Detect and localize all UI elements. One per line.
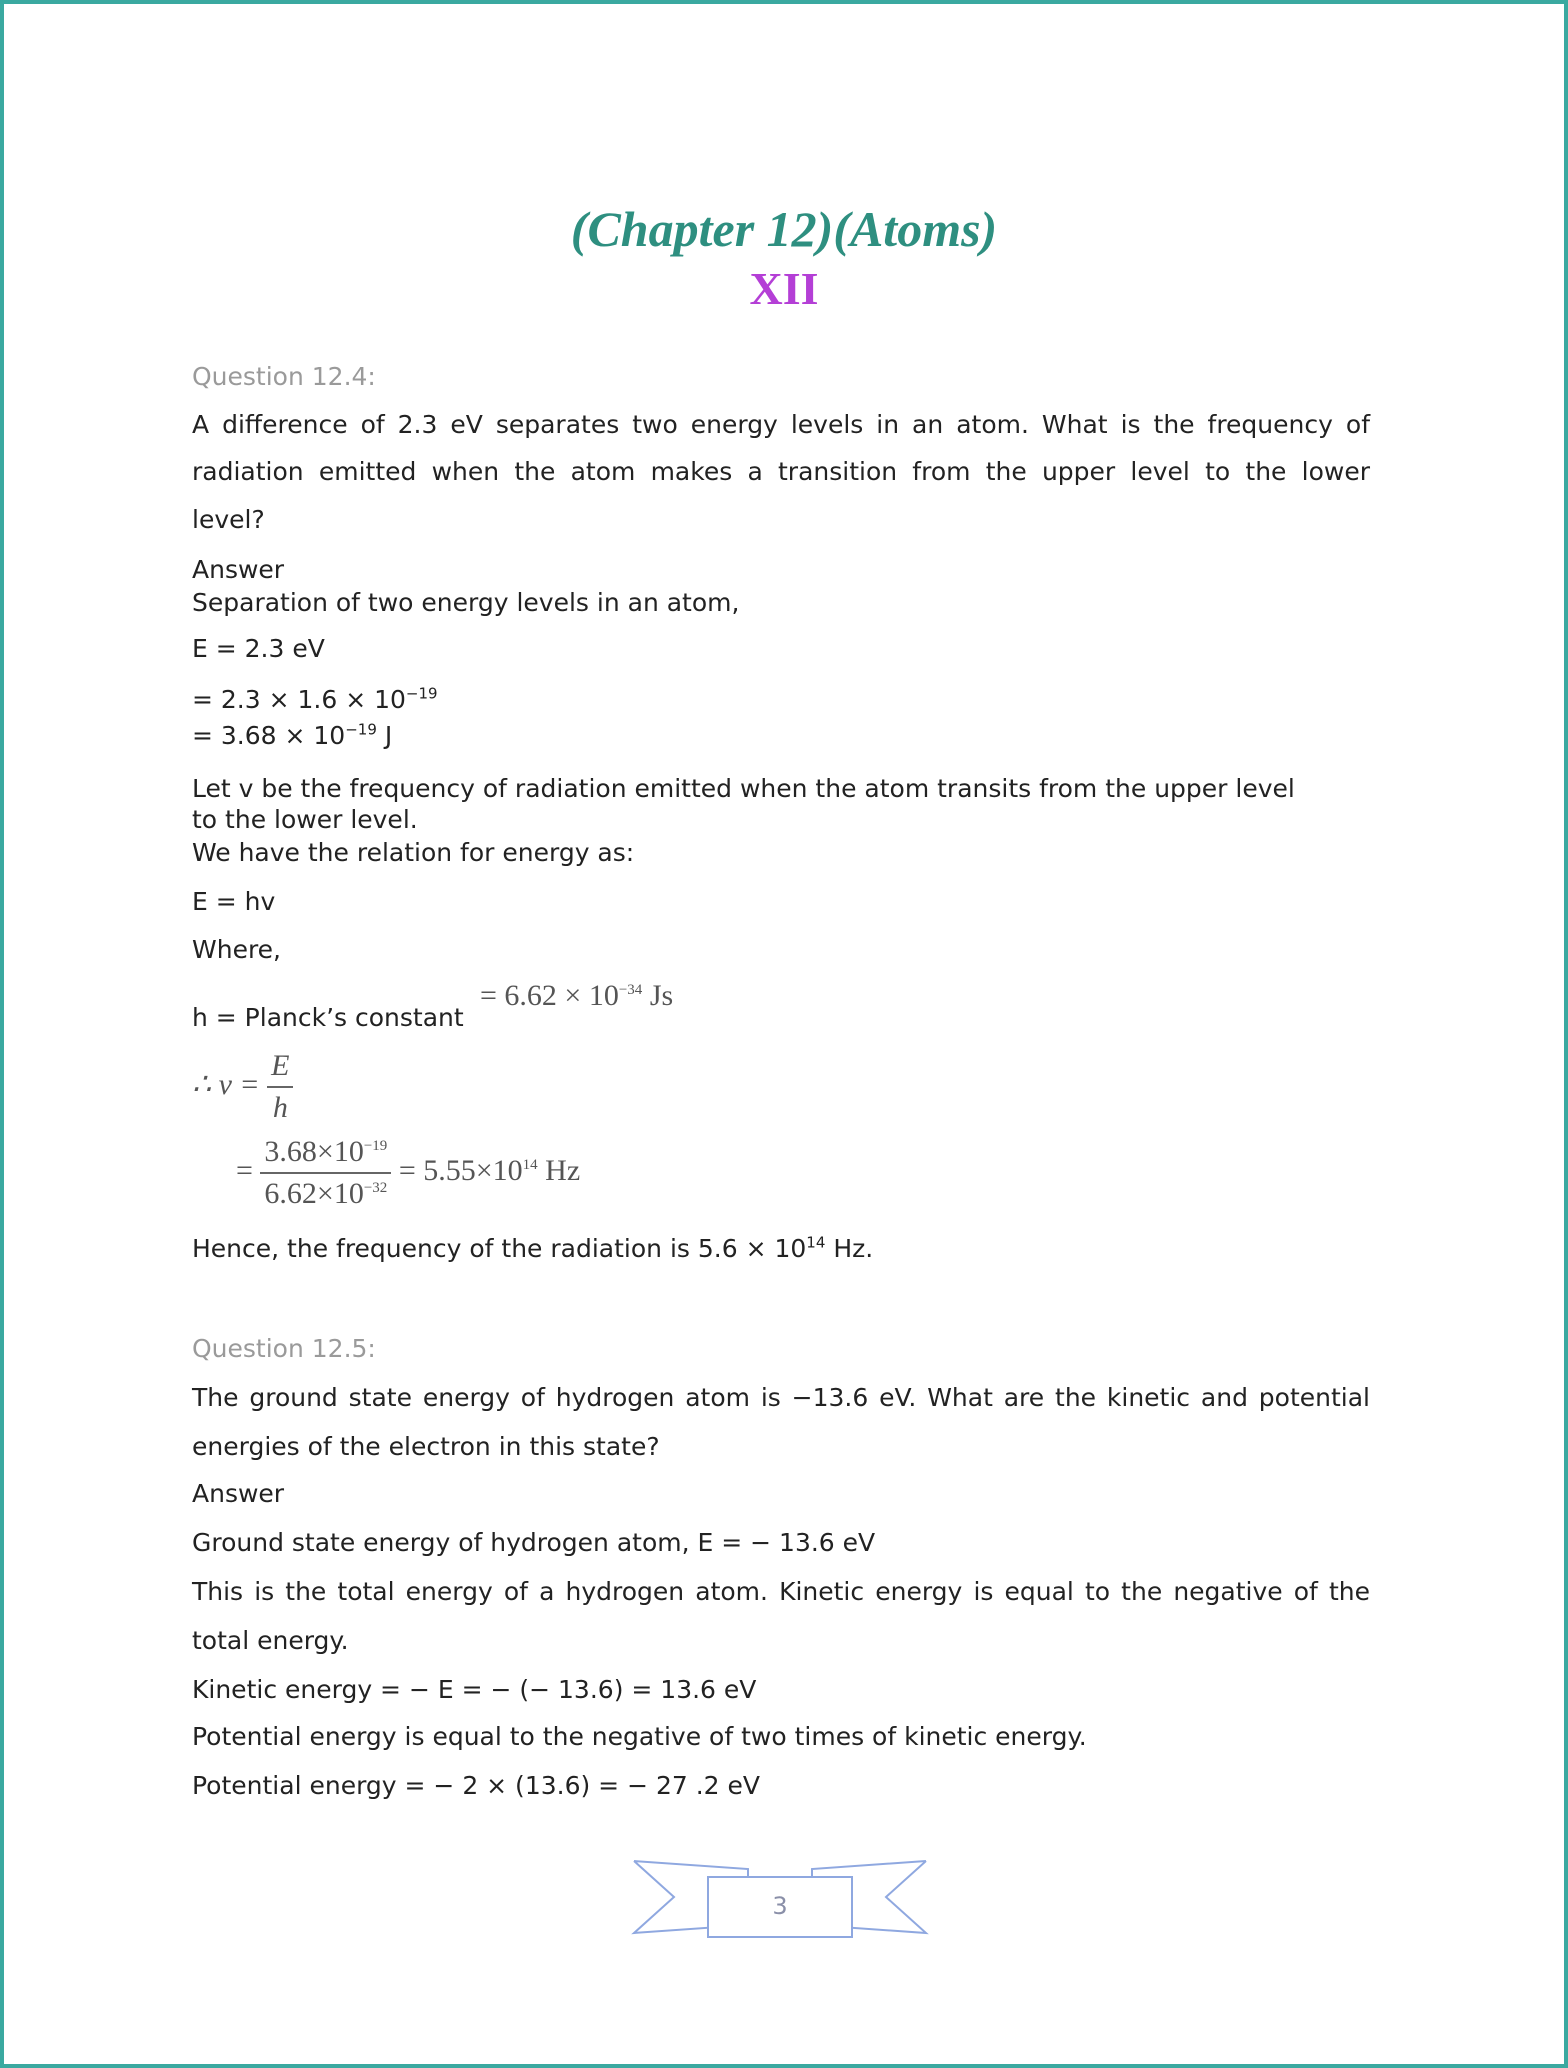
question-text: A difference of 2.3 eV separates two energy levels in an atom. What is the frequency of — [192, 410, 1370, 439]
equation: = $2.3 \times 1.6 \times 10^{-19}$ — [192, 684, 438, 714]
answer-text: Let v be the frequency of radiation emitted when the atom transits from the upper level — [192, 774, 1295, 803]
conclusion: Hence, the frequency of the radiation is $5.6 \times 10^{14}$ Hz. — [192, 1233, 874, 1263]
answer-label: Answer — [192, 555, 285, 584]
answer-text: Separation of two energy levels in an atom, — [192, 588, 740, 617]
question-text: level? — [192, 505, 265, 534]
question-text: radiation emitted when the atom makes a transition from the upper level to the lower — [192, 457, 1370, 486]
question-text: energies of the electron in this state? — [192, 1432, 660, 1461]
question-text: The ground state energy of hydrogen atom is −13.6 eV. What are the kinetic and potential — [192, 1383, 1370, 1412]
answer-text: Ground state energy of hydrogen atom, E = − 13.6 eV — [192, 1528, 876, 1557]
question-label: Question 12.4: — [192, 362, 376, 391]
class-label: XII — [749, 263, 819, 314]
answer-text: Potential energy is equal to the negative of two times of kinetic energy. — [192, 1722, 1087, 1751]
frequency-formula: ∴ ν = $\frac{E}{h}$ — [192, 1046, 293, 1128]
question-label: Question 12.5: — [192, 1334, 376, 1363]
answer-text: to the lower level. — [192, 805, 418, 834]
equation: = $3.68 \times 10^{-19}$ J — [192, 720, 393, 750]
frequency-calculation: = $\frac{3.68\times 10^{-19}}{6.62\times 10^{-32}}$ = $5.55\times 10^{14}$ Hz — [236, 1132, 580, 1214]
equation: Potential energy = − 2 × (13.6) = − 27 .2 eV — [192, 1771, 761, 1800]
planck-value: = $6.62 \times 10^{-34}$ Js — [480, 979, 674, 1012]
answer-text: E = 2.3 eV — [192, 634, 325, 663]
answer-text: total energy. — [192, 1626, 349, 1655]
equation: Kinetic energy = − E = − (− 13.6) = 13.6 eV — [192, 1675, 757, 1704]
answer-label: Answer — [192, 1479, 285, 1508]
answer-text: h = Planck’s constant — [192, 1003, 464, 1032]
answer-text: This is the total energy of a hydrogen atom. Kinetic energy is equal to the negative of the — [192, 1577, 1370, 1606]
chapter-title: (Chapter 12)(Atoms) — [570, 201, 998, 257]
equation: E = hv — [192, 887, 276, 916]
answer-text: We have the relation for energy as: — [192, 838, 635, 867]
page-number: 3 — [772, 1892, 788, 1920]
answer-text: Where, — [192, 935, 282, 964]
